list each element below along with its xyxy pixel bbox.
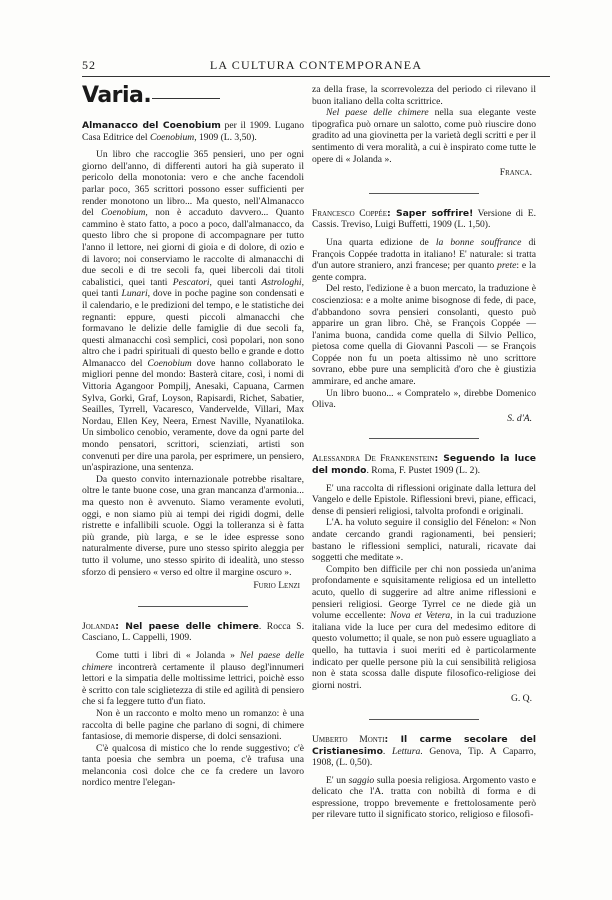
text: , quei tanti <box>209 276 262 288</box>
paragraph: Un libro buono... « Compratelo », direbbe Domenico Oliva. <box>312 387 536 411</box>
running-header <box>82 58 550 72</box>
paragraph <box>312 107 536 165</box>
paragraph: E' una raccolta di riflessioni originate dalla lettura del Vangelo e delle Epistole. Riflessioni brevi, piane, efficaci, dense di pensieri religiosi, talvolta profondi e originali. <box>312 482 536 517</box>
text: Una quarta edizione de <box>326 236 436 248</box>
review-heading <box>82 120 304 143</box>
italic-text: Lunari <box>121 288 148 300</box>
signature: Franca. <box>499 167 532 179</box>
left-column <box>82 82 304 789</box>
book-title: : Seguendo la luce del mondo <box>312 453 536 477</box>
paragraph: C'è qualcosa di mistico che lo rende suggestivo; c'è tanta poesia che sembra un poema, c'è trafusa una melanconia così dolce che ce fa credere un lavoro nordico mentre l'elegan- <box>82 742 304 789</box>
separator <box>369 193 479 194</box>
book-title: Almanacco del Coenobium <box>82 120 221 131</box>
text: nella sua elegante veste tipografica può ornare un salotto, come può riuscire dono gradito ad una giovinetta per la varietà degli scritti e per il sentimento di vera moralità, a cui è inspirato come tutte le opere di « Jolanda ». <box>312 107 536 165</box>
review-heading <box>82 621 304 644</box>
paragraph <box>82 149 304 474</box>
italic-text: Coenobium <box>147 357 192 369</box>
review-jolanda-continued <box>312 84 536 179</box>
review-almanacco <box>82 120 304 592</box>
paragraph: Da questo convito internazionale potrebbe risaltare, oltre le tante buone cose, una gran mancanza d'armonia... ma questo non è avvenuto. Siamo veramente evoluti, oggi, e non siamo più ai tempi dei rigidi dogmi, delle ristrette e infallibili scuole. Oggi la tolleranza si è fatta più grande, più larga, e se le idee espresse sono naturalmente diverse, pure uno stesso spirito aleggia per tutto il volume, uno stesso spirito di idealità, uno stesso sforzo di pensiero « verso ed oltre il margine oscuro ». <box>82 473 304 578</box>
paragraph: Del resto, l'edizione è a buon mercato, la traduzione è coscienziosa: e a molte anime bisognose di fede, di pace, d'abbandono sovra pensieri consolanti, questo può apparire un gran libro. Chè, se François Coppée — l'anima buona, candida come quella di Silvio Pellico, pietosa come quella di Giovanni Pascoli — se François Coppée non fu un poeta altissimo nè uno scrittore sovrano, ebbe pure una semplicità d'oro che è giustizia ammirare, ed anche amare. <box>312 283 536 388</box>
book-title: : Il carme secolare del Cristianesimo <box>312 733 536 757</box>
signature: S. d'A. <box>507 412 532 424</box>
text: , non è accaduto davvero... Quanto cammino è stato fatto, a poco a poco, dall'almanacco, da questo libro che si propone di accompagnare per tutto l'anno il lettore, nei giorni di gioia e di dolore, di ozio e di lavoro; noi conserviamo le raccolte di almanacchi di due secoli e di tre secoli fa, quei libercoli dai titoli cabalistici, quei tanti <box>82 207 305 288</box>
text: : e la gente compra. <box>312 260 536 283</box>
paragraph <box>82 650 304 708</box>
author: Alessandra De Frankenstein <box>312 453 435 465</box>
text: incontrerà certamente il plauso degl'innumeri lettori e la simpatia delle moltissime lettrici, poichè esso è scritto con tale sciglietezza di stile ed agilità di pensiero che si fa leggere tutto d'un fiato. <box>82 661 304 708</box>
paragraph: Non è un racconto e molto meno un romanzo: è una raccolta di belle pagine che parlano di sogni, di chimere fantasiose, di memorie disperse, di dolci sensazioni. <box>82 707 304 743</box>
text: dove hanno collaborato le migliori penne del mondo: Basterà citare, così, i nomi di Vittoria Agangoor Pompilj, Anesaki, Capuana, Carmen Sylva, Gorki, Graf, Loyson, Rapisardi, Richet, Sabatier, Seailles, Tyrrell, Vacaresco, Vandervelde, Villari, Max Nordau, Ellen Key, Neera, Ernest Naville, Nyanatiloka. Un simbolico cenobio, veramente, dove da ogni parte del mondo pensatori, scrittori, scienziati, artisti son convenuti per dire una parola, per esprimere, un pensiero, un'aspirazione, una sentenza. <box>82 357 305 474</box>
italic-text: Nova et Vetera <box>390 610 451 622</box>
book-title: : Saper soffrire! <box>387 207 474 219</box>
signature: G. Q. <box>510 693 532 705</box>
italic-text: Pescatori <box>172 276 210 288</box>
page-number: 52 <box>82 58 96 72</box>
review-monti <box>312 734 536 821</box>
paragraph <box>312 564 536 692</box>
italic-text: prete <box>497 260 517 272</box>
section-title: Varia. <box>82 83 152 108</box>
text: sulla poesia religiosa. Argomento vasto e delicato che l'A. tratta con nobiltà di forma e di espressione, troppo brevemente e frettolosamente però per rilevare tutto il significato storico, religioso e filosofi- <box>312 774 536 821</box>
text: Compito ben difficile per chi non possieda un'anima profondamente e squisitamente religiosa ed un intelletto acuto, quello di suggerire ad altre anime riflessioni e pensieri religiosi. George Tyrrel ce ne diede già un volume eccellente: <box>312 563 536 622</box>
paragraph <box>312 775 536 821</box>
text: Come tutti i libri di « Jolanda » <box>96 649 241 661</box>
heading-text: Versione di E. Cassis. Treviso, Luigi Buffetti, 1909 (L. 1,50). <box>312 207 536 231</box>
text: , dove in poche pagine son condensati e il calendario, e le predizioni del tempo, e le statistiche dei regnanti: eppure, questi piccoli almanacchi che formavano le delizie delle famiglie di due secoli fa, questi almanacchi così semplici, così popolari, non sono altro che i padri spirituali di questo bello e grande e dotto Almanacco del <box>82 288 304 369</box>
review-frankenstein <box>312 453 536 704</box>
separator <box>369 719 479 720</box>
right-column <box>312 84 536 821</box>
book-title: : Nel paese delle chimere <box>115 620 259 632</box>
separator <box>369 438 479 439</box>
italic-text: saggio <box>348 774 375 786</box>
heading-text: . Genova, Tip. A Caparro, 1908, (L. 0,50). <box>312 745 536 769</box>
heading-italic: Lettura <box>392 745 421 757</box>
text: Un libro che raccoglie 365 pensieri, uno per ogni giorno dell'anno, di differenti autori ha già superato il pericolo della monotonia: vero e che anche facendoli parlar poco, 365 scrittori possono esser sufficienti per render monotono un libro... Ma questo, nell'Almanacco del <box>82 149 304 219</box>
paragraph: L'A. ha voluto seguire il consiglio del Fénelon: « Non andate cercando grandi ragionamenti, bei pensieri; bastano le riflessioni semplici, naturali, ricavate dai soggetti che meditate ». <box>312 517 536 564</box>
author: Umberto Monti <box>312 733 385 745</box>
italic-text: Astrologhi <box>261 276 302 288</box>
italic-text: la bonne souffrance <box>435 236 522 248</box>
paragraph: za della frase, la scorrevolezza del periodo ci rilevano il buon italiano della colta scrittrice. <box>312 84 536 107</box>
text: di François Coppée tradotta in italiano! E' naturale: si tratta d'un autore straniero, anzi francese; per quanto <box>312 236 536 272</box>
italic-text: Nel paese delle chimere <box>82 649 305 673</box>
author: Jolanda <box>82 620 116 632</box>
signature: Furio Lenzi <box>253 580 300 592</box>
text: , in la cui traduzione italiana vide la luce per cura del medesimo editore di questo volumetto; il quale, se non può essere uguagliato a quello, ha tuttavia i suoi meriti ed è particolarmente indicato per quelle persone più la cui sensibilità religiosa non è stata scossa dalle dispute filosofico-religiose dei giorni nostri. <box>312 610 536 691</box>
heading-text: per il 1909. Lugano Casa Editrice del <box>82 120 304 143</box>
review-coppee <box>312 208 536 425</box>
heading-text: , 1909 (L. 3,50). <box>194 131 257 143</box>
separator <box>138 606 248 607</box>
paragraph <box>312 237 536 283</box>
heading-text: . Rocca S. Casciano, L. Cappelli, 1909. <box>82 620 304 644</box>
journal-title: LA CULTURA CONTEMPORANEA <box>209 58 423 72</box>
text: E' un <box>326 774 349 786</box>
heading-text: . Roma, F. Pustet 1909 (L. 2). <box>366 465 481 477</box>
heading-italic: Coenobium <box>149 131 195 143</box>
italic-text: Coenobium <box>101 207 146 219</box>
review-heading <box>312 208 536 231</box>
review-heading: Umberto Monti: Il carme secolare del Cristianesimo. Lettura. Genova, Tip. A Caparro, 1908, (L. 0,50). <box>312 733 536 769</box>
header-rule <box>82 76 550 77</box>
review-heading <box>312 453 536 476</box>
italic-text: Nel paese delle chimere <box>326 107 429 119</box>
author: Francesco Coppée <box>312 207 387 219</box>
text: , quei tanti <box>82 276 304 300</box>
review-jolanda <box>82 621 304 789</box>
